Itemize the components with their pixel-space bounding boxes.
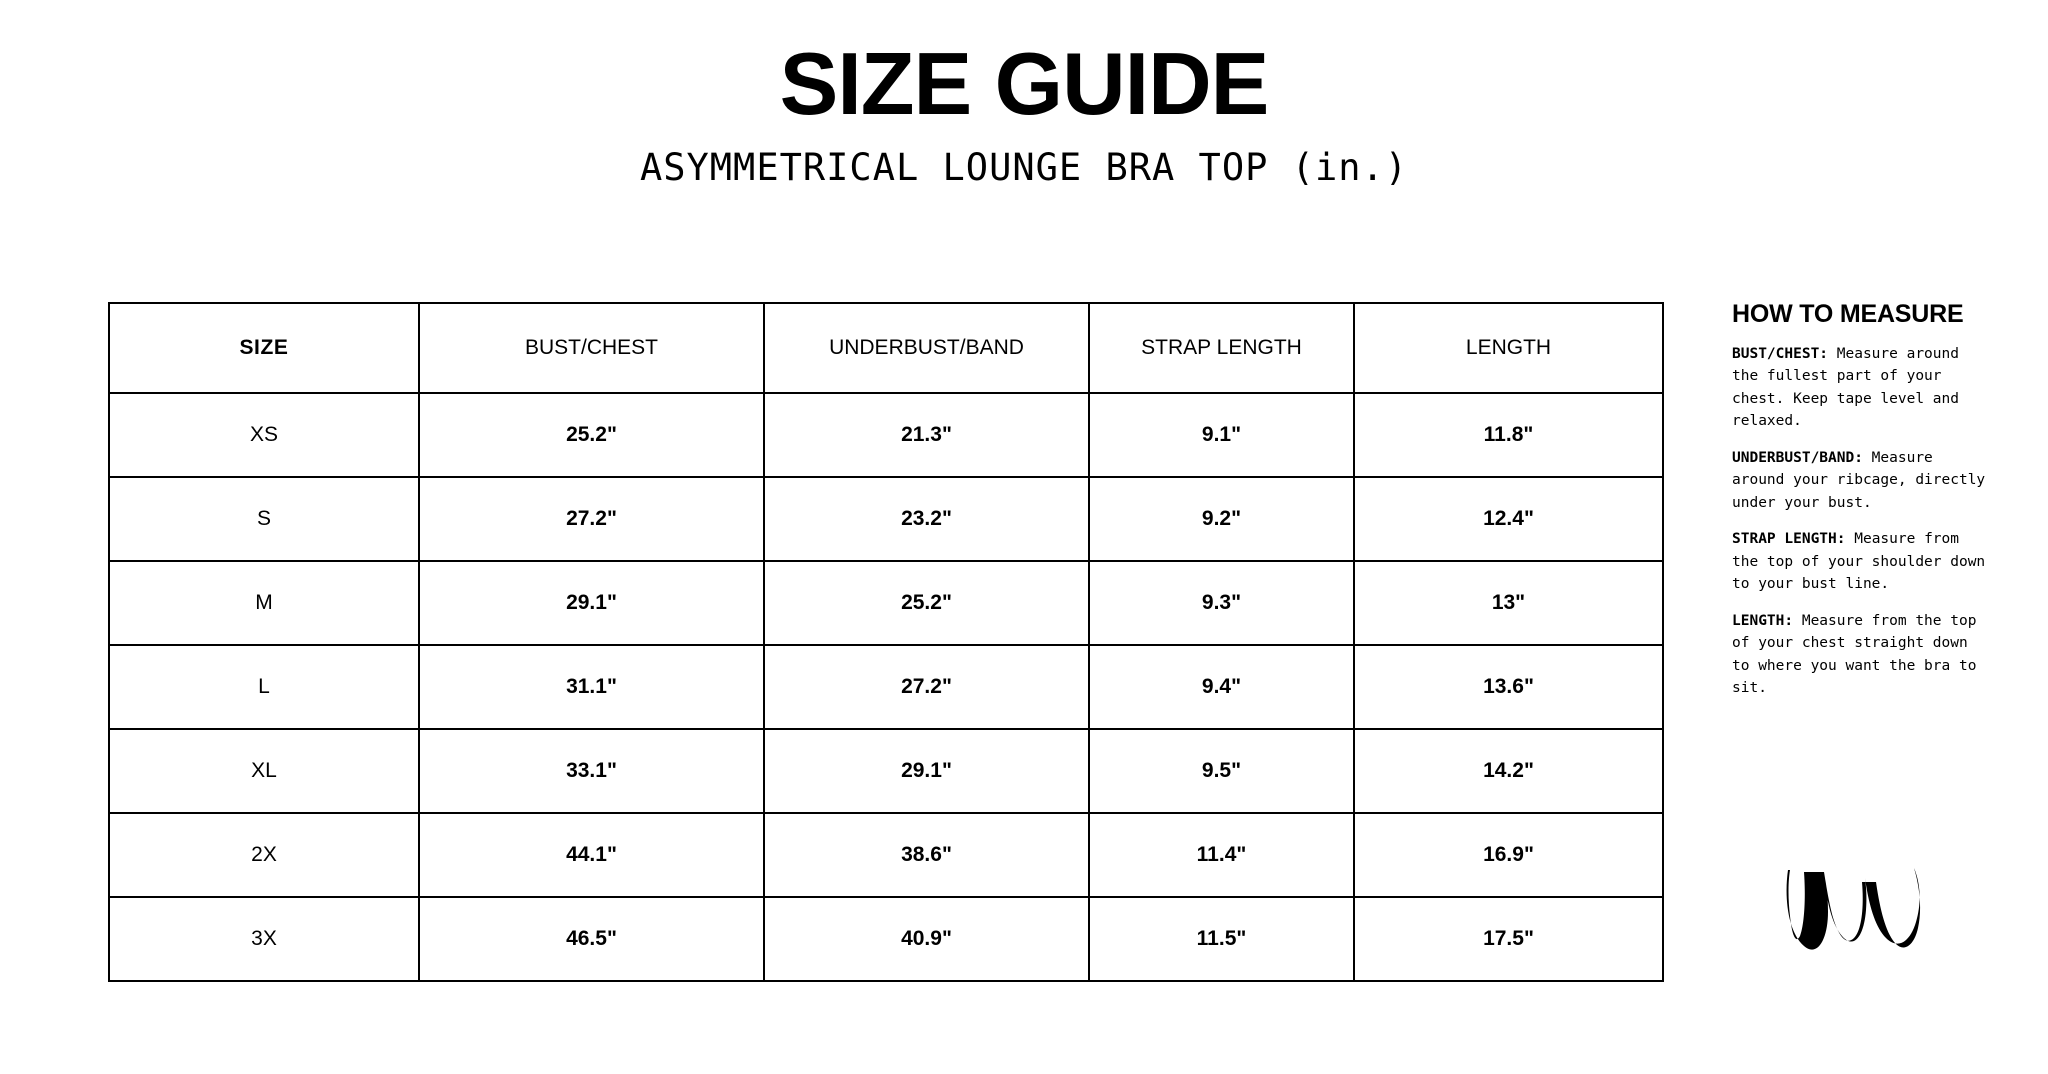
measure-entry-label: STRAP LENGTH: <box>1732 531 1846 548</box>
cell-underbust: 27.2" <box>764 645 1089 729</box>
cell-size: M <box>109 561 419 645</box>
measure-entry-label: UNDERBUST/BAND: <box>1732 449 1863 466</box>
cell-strap: 9.4" <box>1089 645 1354 729</box>
cell-length: 16.9" <box>1354 813 1663 897</box>
cell-underbust: 25.2" <box>764 561 1089 645</box>
cell-length: 14.2" <box>1354 729 1663 813</box>
cell-underbust: 40.9" <box>764 897 1089 981</box>
page-subtitle: ASYMMETRICAL LOUNGE BRA TOP (in.) <box>639 146 1409 189</box>
measure-entry-text: Measure from the top of your chest straight down to where you want the bra to sit. <box>1732 612 1977 697</box>
table-header-row <box>109 303 1663 393</box>
cell-length: 12.4" <box>1354 477 1663 561</box>
cell-underbust: 29.1" <box>764 729 1089 813</box>
cell-size: S <box>109 477 419 561</box>
cell-length: 13.6" <box>1354 645 1663 729</box>
cell-bust: 27.2" <box>419 477 764 561</box>
cell-bust: 33.1" <box>419 729 764 813</box>
page-header <box>0 0 2048 189</box>
table-row <box>109 645 1663 729</box>
measure-entry-label: LENGTH: <box>1732 612 1794 629</box>
measure-entry-underbust <box>1732 447 1992 514</box>
measure-entry-bust <box>1732 343 1992 433</box>
column-header-length: LENGTH <box>1354 303 1663 393</box>
column-header-underbust: UNDERBUST/BAND <box>764 303 1089 393</box>
column-header-size: SIZE <box>109 303 419 393</box>
measure-entry-strap <box>1732 528 1992 595</box>
cell-size: XL <box>109 729 419 813</box>
how-to-measure-heading: HOW TO MEASURE <box>1732 300 1964 328</box>
cell-bust: 29.1" <box>419 561 764 645</box>
cell-underbust: 23.2" <box>764 477 1089 561</box>
cell-underbust: 21.3" <box>764 393 1089 477</box>
cell-bust: 25.2" <box>419 393 764 477</box>
cell-strap: 9.2" <box>1089 477 1354 561</box>
measure-entry-text: Measure around the fullest part of your chest. Keep tape level and relaxed. <box>1732 346 1959 430</box>
brand-mark-icon <box>1770 860 1940 980</box>
cell-size: 3X <box>109 897 419 981</box>
cell-bust: 46.5" <box>419 897 764 981</box>
table-row <box>109 813 1663 897</box>
measure-entry-label: BUST/CHEST: <box>1732 346 1829 362</box>
column-header-bust: BUST/CHEST <box>419 303 764 393</box>
size-table-container <box>108 302 1662 982</box>
cell-length: 13" <box>1354 561 1663 645</box>
measure-entry-text: Measure from the top of your shoulder down to your bust line. <box>1732 531 1986 593</box>
table-row <box>109 393 1663 477</box>
cell-strap: 11.5" <box>1089 897 1354 981</box>
table-header <box>109 303 1663 393</box>
cell-strap: 9.3" <box>1089 561 1354 645</box>
cell-underbust: 38.6" <box>764 813 1089 897</box>
cell-size: XS <box>109 393 419 477</box>
table-row <box>109 897 1663 981</box>
cell-bust: 31.1" <box>419 645 764 729</box>
measure-entry-length <box>1732 610 1992 700</box>
measure-entry-text: Measure around your ribcage, directly under your bust. <box>1732 449 1986 511</box>
table-body <box>109 393 1663 981</box>
brand-mark-path <box>1787 868 1921 950</box>
size-table <box>108 302 1664 982</box>
cell-length: 17.5" <box>1354 897 1663 981</box>
table-row <box>109 561 1663 645</box>
cell-strap: 9.1" <box>1089 393 1354 477</box>
cell-length: 11.8" <box>1354 393 1663 477</box>
cell-strap: 11.4" <box>1089 813 1354 897</box>
cell-size: L <box>109 645 419 729</box>
cell-size: 2X <box>109 813 419 897</box>
how-to-measure-panel <box>1732 300 1992 714</box>
column-header-strap: STRAP LENGTH <box>1089 303 1354 393</box>
table-row <box>109 729 1663 813</box>
page-title: SIZE GUIDE <box>779 34 1269 133</box>
cell-strap: 9.5" <box>1089 729 1354 813</box>
table-row <box>109 477 1663 561</box>
cell-bust: 44.1" <box>419 813 764 897</box>
brand-logo <box>1770 860 1940 980</box>
